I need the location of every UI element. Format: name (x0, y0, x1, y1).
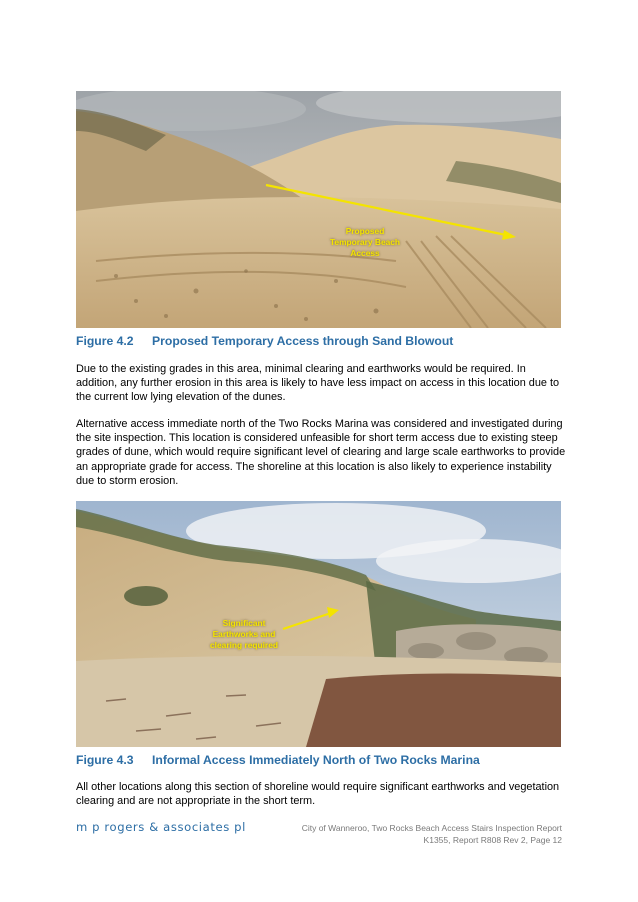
body-paragraph: All other locations along this section of shoreline would require significant earthworks and vegetation clearing and are not appropriate in the short term. (76, 781, 560, 808)
figure-4-3-annotation (198, 618, 290, 651)
figure-4-2-caption (76, 334, 453, 348)
annotation-line: Temporary Beach (329, 237, 401, 247)
report-reference (302, 822, 562, 846)
annotation-line: Significant (222, 618, 266, 628)
annotation-line: clearing required (210, 640, 278, 650)
figure-4-3-caption (76, 753, 480, 767)
figure-4-2-annotation (318, 226, 412, 259)
company-brand: m p rogers & associates pl (76, 820, 246, 834)
figure-number: Figure 4.2 (76, 334, 134, 348)
figure-4-2-photo (76, 91, 561, 328)
report-page-line: K1355, Report R808 Rev 2, Page 12 (423, 835, 562, 845)
figure-4-3-photo (76, 501, 561, 747)
figure-number: Figure 4.3 (76, 753, 134, 767)
figure-title: Proposed Temporary Access through Sand Blowout (152, 334, 454, 348)
figure-title: Informal Access Immediately North of Two Rocks Marina (152, 753, 480, 767)
body-paragraph: Alternative access immediate north of the Two Rocks Marina was considered and investigated during the site inspection. This location is considered unfeasible for short term access due to existing steep grades of dune, which would require significant level of clearing and large scale earthworks to provide an appropriate grade for access. The shoreline at this location is also likely to experience instability due to storm erosion. (76, 418, 566, 487)
annotation-line: Earthworks and (212, 629, 276, 639)
body-paragraph: Due to the existing grades in this area, minimal clearing and earthworks would be required. In addition, any further erosion in this area is likely to have less impact on access in this location due to the current low lying elevation of the dunes. (76, 363, 560, 404)
annotation-line: Proposed (345, 226, 385, 236)
report-title-line: City of Wanneroo, Two Rocks Beach Access Stairs Inspection Report (301, 823, 562, 833)
annotation-line: Access (350, 248, 380, 258)
